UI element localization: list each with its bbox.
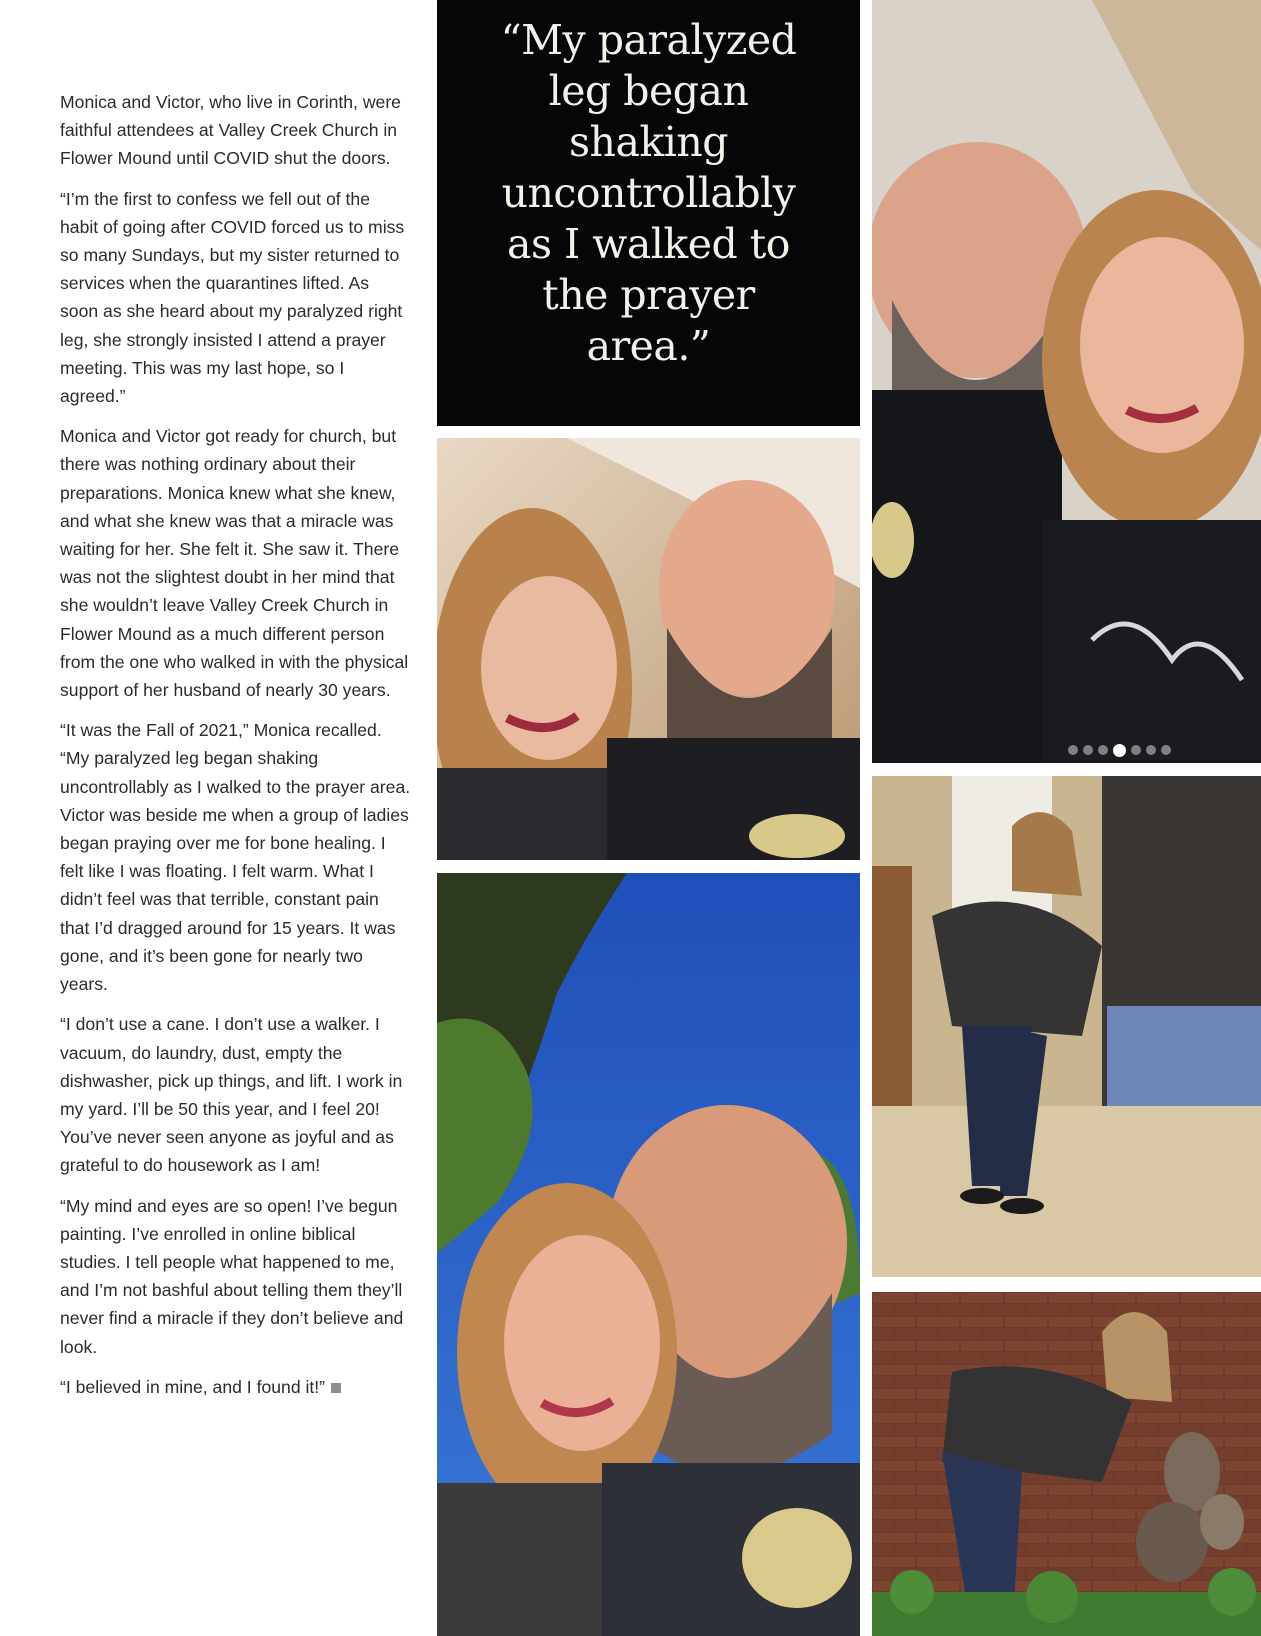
- garden-fountain-photo: [872, 1292, 1261, 1636]
- kitchen-refrigerator-photo: [872, 776, 1261, 1277]
- couple-selfie-tall-photo: [872, 0, 1261, 763]
- carousel-dot[interactable]: [1131, 745, 1141, 755]
- carousel-dot[interactable]: [1098, 745, 1108, 755]
- couple-selfie-photo: [437, 438, 860, 860]
- pull-quote: “My paralyzed leg began shaking uncontrollably as I walked to the prayer area.”: [500, 15, 797, 370]
- article-paragraph: “It was the Fall of 2021,” Monica recalled. “My paralyzed leg began shaking uncontrollably as I walked to the prayer area. Victor was beside me when a group of ladies began praying over me for bone healing. I felt like I was floating. I felt warm. What I didn’t feel was that terrible, constant pain that I’d dragged around for 15 years. It was gone, and it’s been gone for nearly two years.: [60, 720, 411, 995]
- end-mark-icon: [331, 1383, 341, 1393]
- carousel-dot[interactable]: [1161, 745, 1171, 755]
- article-paragraph: “I’m the first to confess we fell out of the habit of going after COVID forced us to miss so many Sundays, but my sister returned to services when the quarantines lifted. As soon as she heard about my paralyzed right leg, she strongly insisted I attend a prayer meeting. This was my last hope, so I agreed.”: [60, 188, 405, 407]
- closing-line: “I believed in mine, and I found it!”: [60, 1376, 326, 1397]
- article-paragraph: “I don’t use a cane. I don’t use a walker. I vacuum, do laundry, dust, empty the dishwasher, pick up things, and lift. I work in my yard. I’ll be 50 this year, and I feel 20! You’ve never seen anyone as joyful and as grateful to do housework as I am!: [60, 1014, 403, 1176]
- article-body: [60, 88, 412, 1413]
- article-paragraph: Monica and Victor, who live in Corinth, were faithful attendees at Valley Creek Church in Flower Mound until COVID shut the doors.: [60, 92, 401, 169]
- article-closing-paragraph: [60, 1373, 412, 1401]
- carousel-dot[interactable]: [1146, 745, 1156, 755]
- article-paragraph: Monica and Victor got ready for church, but there was nothing ordinary about their preparations. Monica knew what she knew, and what she knew was that a miracle was waiting for her. She felt it. She saw it. There was not the slightest doubt in her mind that she wouldn’t leave Valley Creek Church in Flower Mound as a much different person from the one who walked in with the physical support of her husband of nearly 30 years.: [60, 426, 409, 701]
- carousel-dot[interactable]: [1068, 745, 1078, 755]
- carousel-indicator[interactable]: [1068, 745, 1171, 757]
- pull-quote-box: [437, 0, 860, 426]
- couple-outdoor-photo: [437, 873, 860, 1636]
- carousel-dot[interactable]: [1083, 745, 1093, 755]
- carousel-dot-active[interactable]: [1113, 744, 1126, 757]
- article-paragraph: “My mind and eyes are so open! I’ve begun painting. I’ve enrolled in online biblical studies. I tell people what happened to me, and I’m not bashful about telling them they’ll never find a miracle if they don’t believe and look.: [60, 1195, 404, 1357]
